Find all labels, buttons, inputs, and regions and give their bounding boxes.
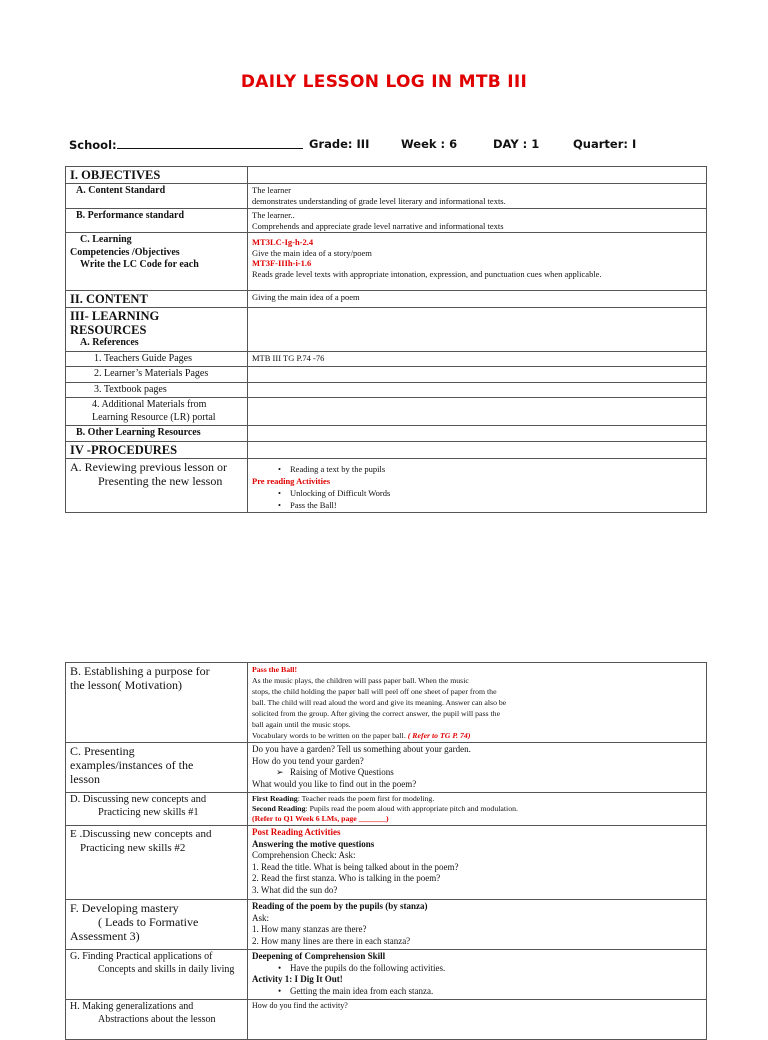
procedure-d-row bbox=[66, 793, 707, 826]
other-resources-label: B. Other Learning Resources bbox=[66, 426, 248, 442]
competencies-label-line1: C. Learning bbox=[80, 234, 132, 245]
procedure-h-label-line1: H. Making generalizations and bbox=[70, 1001, 194, 1012]
learning-resources-line2: RESOURCES bbox=[70, 323, 147, 337]
additional-materials-line2: Learning Resource (LR) portal bbox=[92, 411, 216, 423]
procedure-f-label-line3: Assessment 3) bbox=[70, 929, 140, 943]
procedure-a-bullet2: • Unlocking of Difficult Words bbox=[252, 487, 702, 499]
empty-cell bbox=[248, 167, 707, 184]
procedure-f-value bbox=[248, 900, 707, 950]
content-header: II. CONTENT bbox=[66, 291, 248, 308]
procedure-c-value bbox=[248, 743, 707, 793]
lc-text-2: Reads grade level texts with appropriate intonation, expression, and punctuation cues when applicable. bbox=[252, 268, 602, 279]
additional-materials-row bbox=[66, 398, 707, 426]
lc-code-2: MT3F-IIIh-i-1.6 bbox=[252, 258, 312, 268]
comprehension-check: Comprehension Check: Ask: bbox=[252, 850, 356, 860]
procedure-d-label bbox=[66, 793, 248, 826]
question-f2: 2. How many lines are there in each stanza? bbox=[252, 935, 411, 946]
procedure-a-label-line1: A. Reviewing previous lesson or bbox=[70, 459, 227, 474]
objectives-header: I. OBJECTIVES bbox=[66, 167, 248, 184]
procedure-b-label bbox=[66, 663, 248, 743]
procedure-c-label-line3: lesson bbox=[70, 772, 100, 786]
procedure-f-row bbox=[66, 900, 707, 950]
procedure-b-value bbox=[248, 663, 707, 743]
competencies-value bbox=[248, 233, 707, 291]
references-label: A. References bbox=[80, 337, 139, 348]
procedure-c-line3: What would you like to find out in the poem? bbox=[252, 778, 417, 789]
answering-motive-heading: Answering the motive questions bbox=[252, 838, 375, 849]
procedure-g-label-line1: G. Finding Practical applications of bbox=[70, 951, 213, 962]
procedure-g-value bbox=[248, 950, 707, 1000]
procedure-h-label-line2: Abstractions about the lesson bbox=[98, 1013, 216, 1025]
procedure-b-row bbox=[66, 663, 707, 743]
post-reading-heading: Post Reading Activities bbox=[252, 827, 341, 837]
procedures-header: IV -PROCEDURES bbox=[66, 441, 248, 458]
week-label: Week : 6 bbox=[401, 137, 458, 151]
tg-reference: ( Refer to TG P. 74) bbox=[407, 731, 471, 740]
reading-by-stanza-heading: Reading of the poem by the pupils (by stanza) bbox=[252, 901, 428, 911]
competencies-label bbox=[66, 233, 248, 291]
pass-the-ball-title: Pass the Ball! bbox=[252, 665, 298, 674]
second-reading-label: Second Reading bbox=[252, 804, 306, 813]
procedure-h-value bbox=[248, 1000, 707, 1040]
learners-materials-row bbox=[66, 367, 707, 383]
grade-label: Grade: III bbox=[309, 137, 370, 151]
procedure-b-line4: solicited from the group. After giving the correct answer, the pupil will pass the bbox=[252, 709, 501, 718]
procedure-c-line2: How do you tend your garden? bbox=[252, 755, 364, 766]
procedure-d-label-line2: Practicing new skills #1 bbox=[98, 806, 199, 818]
learning-resources-row bbox=[66, 308, 707, 352]
procedure-e-label-line2: Practicing new skills #2 bbox=[80, 842, 186, 854]
first-reading-line bbox=[252, 794, 702, 804]
procedure-e-label-line1: E .Discussing new concepts and bbox=[70, 828, 212, 840]
procedure-d-value bbox=[248, 793, 707, 826]
motive-questions-item: ➢ Raising of Motive Questions bbox=[252, 767, 702, 779]
teachers-guide-value: MTB III TG P.74 -76 bbox=[248, 351, 707, 367]
performance-standard-value bbox=[248, 209, 707, 233]
first-reading-text: : Teacher reads the poem first for modeling. bbox=[297, 794, 435, 803]
procedure-e-row bbox=[66, 826, 707, 900]
procedure-a-row bbox=[66, 458, 707, 512]
procedure-a-label-line2: Presenting the new lesson bbox=[98, 473, 223, 488]
competencies-label-line2: Competencies /Objectives bbox=[70, 246, 180, 258]
content-standard-row bbox=[66, 184, 707, 209]
content-standard-value bbox=[248, 184, 707, 209]
question-e3: 3. What did the sun do? bbox=[252, 884, 338, 895]
textbook-row bbox=[66, 382, 707, 398]
activity-title: Activity 1: I Dig It Out! bbox=[252, 974, 343, 984]
empty-cell bbox=[248, 382, 707, 398]
procedure-e-value bbox=[248, 826, 707, 900]
procedure-b-line2: stops, the child holding the paper ball will peel off one sheet of paper from the bbox=[252, 687, 497, 696]
performance-standard-label: B. Performance standard bbox=[66, 209, 248, 233]
procedure-g-label-line2: Concepts and skills in daily living bbox=[98, 963, 235, 975]
procedure-a-bullet3: • Pass the Ball! bbox=[252, 499, 702, 511]
first-reading-label: First Reading bbox=[252, 794, 298, 803]
school-field bbox=[69, 137, 303, 152]
learners-materials-label: 2. Learner’s Materials Pages bbox=[66, 367, 248, 383]
competencies-label-line3: Write the LC Code for each bbox=[80, 259, 199, 270]
procedures-header-row bbox=[66, 441, 707, 458]
document-title: DAILY LESSON LOG IN MTB III bbox=[240, 72, 528, 92]
lesson-log-table-part2 bbox=[65, 662, 707, 1040]
procedure-a-value bbox=[248, 458, 707, 512]
procedure-c-label-line1: C. Presenting bbox=[70, 744, 135, 758]
procedure-f-ask: Ask: bbox=[252, 912, 270, 923]
content-standard-line1: The learner bbox=[252, 185, 291, 195]
procedure-c-label bbox=[66, 743, 248, 793]
school-label: School: bbox=[69, 138, 117, 152]
procedure-g-bullet1: • Have the pupils do the following activities. bbox=[252, 963, 702, 975]
procedure-c-label-line2: examples/instances of the bbox=[70, 758, 194, 772]
second-reading-text: : Pupils read the poem aloud with appropriate pitch and modulation. bbox=[305, 804, 518, 813]
lm-reference: (Refer to Q1 Week 6 LMs, page _______) bbox=[252, 814, 389, 823]
performance-standard-line2: Comprehends and appreciate grade level narrative and informational texts bbox=[252, 220, 504, 231]
content-standard-label: A. Content Standard bbox=[66, 184, 248, 209]
procedure-h-label bbox=[66, 1000, 248, 1040]
lc-text-1: Give the main idea of a story/poem bbox=[252, 247, 372, 258]
learning-resources-header bbox=[66, 308, 248, 352]
procedure-h-row bbox=[66, 1000, 707, 1040]
procedure-e-label bbox=[66, 826, 248, 900]
procedure-c-row bbox=[66, 743, 707, 793]
additional-materials-label bbox=[66, 398, 248, 426]
procedure-f-label-line2: ( Leads to Formative bbox=[98, 915, 199, 929]
lesson-info-line bbox=[69, 137, 709, 155]
procedure-b-line6 bbox=[252, 730, 702, 741]
question-e1: 1. Read the title. What is being talked about in the poem? bbox=[252, 861, 459, 872]
procedure-f-label bbox=[66, 900, 248, 950]
procedure-b-line1: As the music plays, the children will pass paper ball. When the music bbox=[252, 676, 469, 685]
procedure-a-label bbox=[66, 458, 248, 512]
learning-resources-line1: III- LEARNING bbox=[70, 309, 160, 323]
question-f1: 1. How many stanzas are there? bbox=[252, 924, 367, 934]
empty-cell bbox=[248, 398, 707, 426]
empty-cell bbox=[248, 367, 707, 383]
objectives-header-row bbox=[66, 167, 707, 184]
content-row bbox=[66, 291, 707, 308]
teachers-guide-label: 1. Teachers Guide Pages bbox=[66, 351, 248, 367]
procedure-c-line1: Do you have a garden? Tell us something about your garden. bbox=[252, 744, 471, 754]
textbook-label: 3. Textbook pages bbox=[66, 382, 248, 398]
procedure-f-label-line1: F. Developing mastery bbox=[70, 901, 179, 915]
teachers-guide-row bbox=[66, 351, 707, 367]
question-e2: 2. Read the first stanza. Who is talking in the poem? bbox=[252, 873, 441, 883]
lc-code-1: MT3LC-Ig-h-2.4 bbox=[252, 237, 314, 247]
lesson-log-table-part1 bbox=[65, 166, 707, 513]
procedure-d-label-line1: D. Discussing new concepts and bbox=[70, 794, 207, 805]
competencies-row bbox=[66, 233, 707, 291]
procedure-g-row bbox=[66, 950, 707, 1000]
day-label: DAY : 1 bbox=[493, 137, 540, 151]
deepening-heading: Deepening of Comprehension Skill bbox=[252, 951, 386, 961]
pre-reading-heading: Pre reading Activities bbox=[252, 475, 331, 486]
other-resources-row bbox=[66, 426, 707, 442]
procedure-g-bullet2: • Getting the main idea from each stanza. bbox=[252, 986, 702, 998]
additional-materials-line1: 4. Additional Materials from bbox=[92, 399, 207, 410]
performance-standard-row bbox=[66, 209, 707, 233]
vocabulary-note: Vocabulary words to be written on the paper ball. bbox=[252, 731, 406, 740]
procedure-h-line1: How do you find the activity? bbox=[252, 1001, 348, 1010]
empty-cell bbox=[248, 308, 707, 352]
procedure-g-label bbox=[66, 950, 248, 1000]
performance-standard-line1: The learner.. bbox=[252, 210, 295, 220]
second-reading-line bbox=[252, 804, 702, 814]
empty-cell bbox=[248, 441, 707, 458]
content-value: Giving the main idea of a poem bbox=[248, 291, 707, 308]
procedure-b-line5: ball again until the music stops. bbox=[252, 720, 351, 729]
procedure-b-label-line2: the lesson( Motivation) bbox=[70, 678, 182, 692]
content-standard-line2: demonstrates understanding of grade level literary and informational texts. bbox=[252, 195, 506, 206]
procedure-a-bullet1: • Reading a text by the pupils bbox=[252, 463, 702, 475]
procedure-b-label-line1: B. Establishing a purpose for bbox=[70, 664, 210, 678]
quarter-label: Quarter: I bbox=[573, 137, 637, 151]
empty-cell bbox=[248, 426, 707, 442]
school-blank-line bbox=[117, 137, 303, 149]
procedure-b-line3: ball. The child will read aloud the word and give its meaning. Answer can also be bbox=[252, 698, 507, 707]
